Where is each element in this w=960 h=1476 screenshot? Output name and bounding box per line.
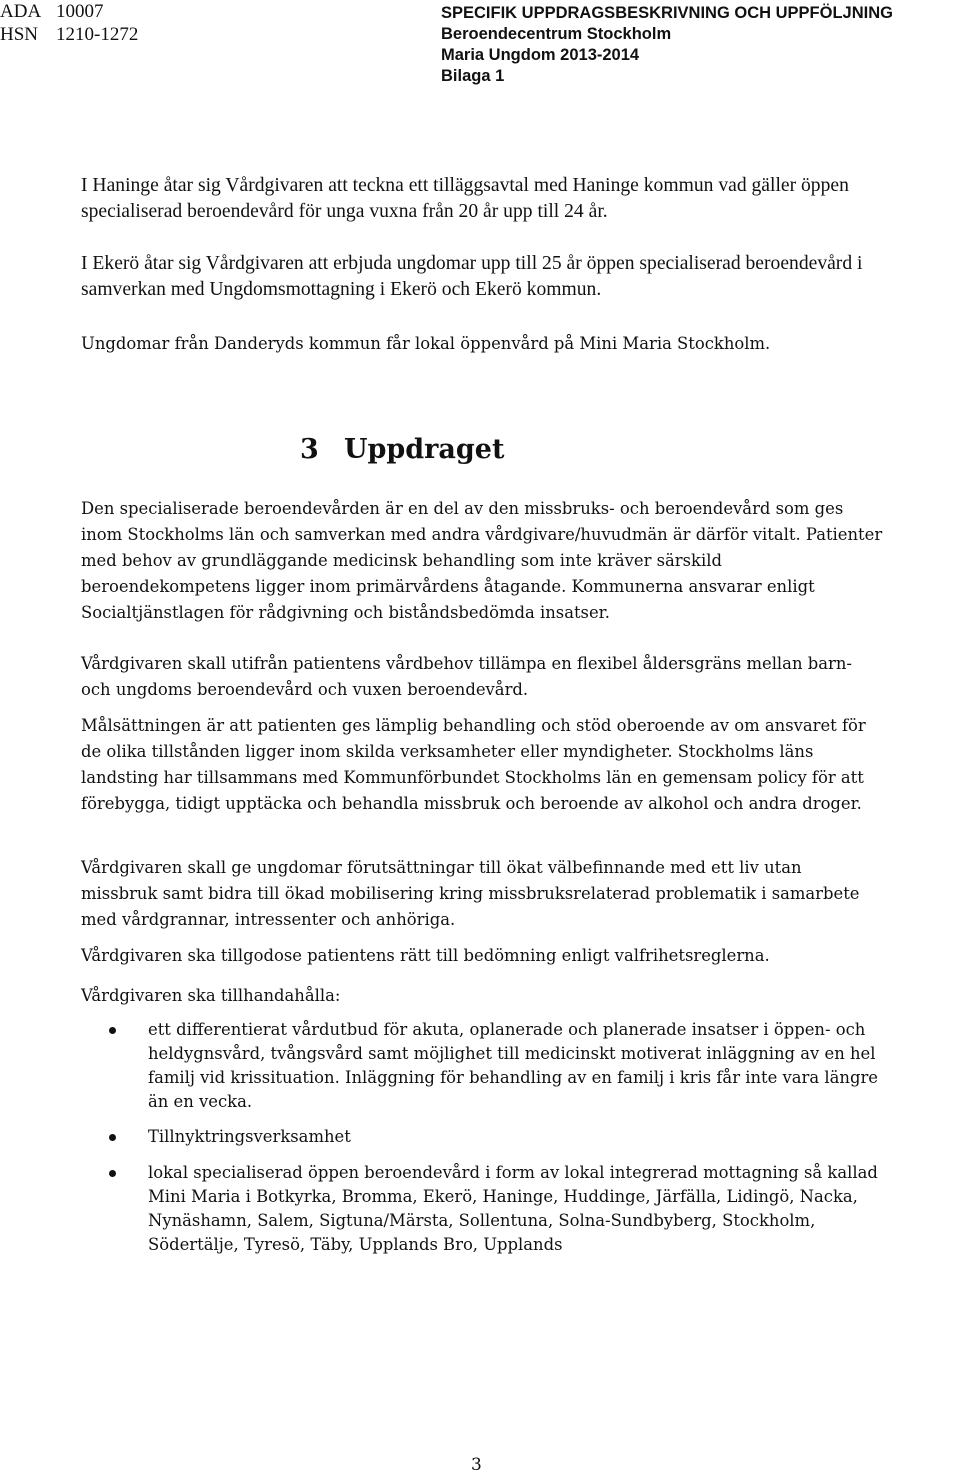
bullet-icon [109,1027,116,1034]
paragraph-text: Vårdgivaren skall utifrån patientens vårdbehov tillämpa en flexibel åldersgräns mellan barn- och ungdoms beroendevård och vuxen beroendevård. [81,654,852,699]
paragraph-text: Ungdomar från Danderyds kommun får lokal öppenvård på Mini Maria Stockholm. [81,334,771,353]
bullet-list [81,1161,891,1257]
list-item-text: Tillnyktringsverksamhet [148,1127,351,1146]
header-organization: Beroendecentrum Stockholm [441,25,672,43]
paragraph-text: I Ekerö åtar sig Vårdgivaren att erbjuda ungdomar upp till 25 år öppen specialiserad beroendevård i samverkan med Ungdomsmottagning i Ekerö och Ekerö kommun. [81,253,863,300]
list-item-text: ett differentierat vårdutbud för akuta, oplanerade och planerade insatser i öppen- och heldygnsvård, tvångsvård samt möjlighet till medicinskt motiverat inläggning av en hel familj vid krissituation. Inläggning för behandling av en familj i kris får inte vara längre än en vecka. [148,1020,878,1111]
bullet-list [81,1125,891,1149]
document-header-title [441,3,893,87]
body-paragraph [81,496,883,626]
code-label: HSN [0,24,39,45]
document-code-block [0,0,138,46]
header-appendix: Bilaga 1 [441,67,505,85]
code-row-hsn [0,23,138,46]
list-item [81,1125,891,1149]
bullet-list [81,1018,891,1114]
bullet-icon [109,1170,116,1177]
header-unit-period: Maria Ungdom 2013-2014 [441,46,640,64]
list-item [81,1018,891,1114]
body-paragraph [81,713,883,817]
paragraph-text: Målsättningen är att patienten ges lämplig behandling och stöd oberoende av om ansvaret för de olika tillstånden ligger inom skilda verksamheter eller myndigheter. Stockholms läns landsting har tillsammans med Kommunförbundet Stockholms län en gemensam policy för att förebygga, tidigt upptäcka och behandla missbruk och beroende av alkohol och andra droger. [81,716,866,813]
header-title-line: SPECIFIK UPPDRAGSBESKRIVNING OCH UPPFÖLJNING [441,4,893,22]
bullet-icon [109,1134,116,1141]
paragraph-text: I Haninge åtar sig Vårdgivaren att teckna ett tilläggsavtal med Haninge kommun vad gäller öppen specialiserad beroendevård för unga vuxna från 20 år upp till 24 år. [81,175,849,222]
body-paragraph [81,943,883,969]
body-paragraph [81,651,883,703]
intro-paragraph-danderyd [81,331,883,357]
paragraph-text: Vårdgivaren ska tillhandahålla: [81,986,341,1005]
paragraph-text: Vårdgivaren skall ge ungdomar förutsättningar till ökat välbefinnande med ett liv utan missbruk samt bidra till ökad mobilisering kring missbruksrelaterad problematik i samarbete med vårdgrannar, intressenter och anhöriga. [81,858,860,929]
section-title: Uppdraget [344,434,505,465]
code-row-ada [0,0,138,23]
list-item [81,1161,891,1257]
section-number: 3 [300,434,319,465]
list-item-text: lokal specialiserad öppen beroendevård i form av lokal integrerad mottagning så kallad Mini Maria i Botkyrka, Bromma, Ekerö, Haninge, Huddinge, Järfälla, Lidingö, Nacka, Nynäshamn, Salem, Sigtuna/Märsta, Sollentuna, Solna-Sundbyberg, Stockholm, Södertälje, Tyresö, Täby, Upplands Bro, Upplands [148,1163,878,1254]
paragraph-text: Vårdgivaren ska tillgodose patientens rätt till bedömning enligt valfrihetsreglerna. [81,946,770,965]
intro-paragraph-ekero [81,251,883,303]
paragraph-text: Den specialiserade beroendevården är en del av den missbruks- och beroendevård som ges inom Stockholms län och samverkan med andra vårdgivare/huvudmän är därför vitalt. Patienter med behov av grundläggande medicinsk behandling som inte kräver särskild beroendekompetens ligger inom primärvårdens åtagande. Kommunerna ansvarar enligt Socialtjänstlagen för rådgivning och biståndsbedömda insatser. [81,499,883,622]
body-paragraph [81,983,883,1009]
section-heading [300,432,504,468]
code-value: 1210-1272 [56,24,139,45]
code-value: 10007 [56,1,104,22]
body-paragraph [81,855,883,933]
page-number: 3 [471,1455,482,1475]
code-label: ADA [0,1,42,22]
intro-paragraph-haninge [81,173,883,225]
